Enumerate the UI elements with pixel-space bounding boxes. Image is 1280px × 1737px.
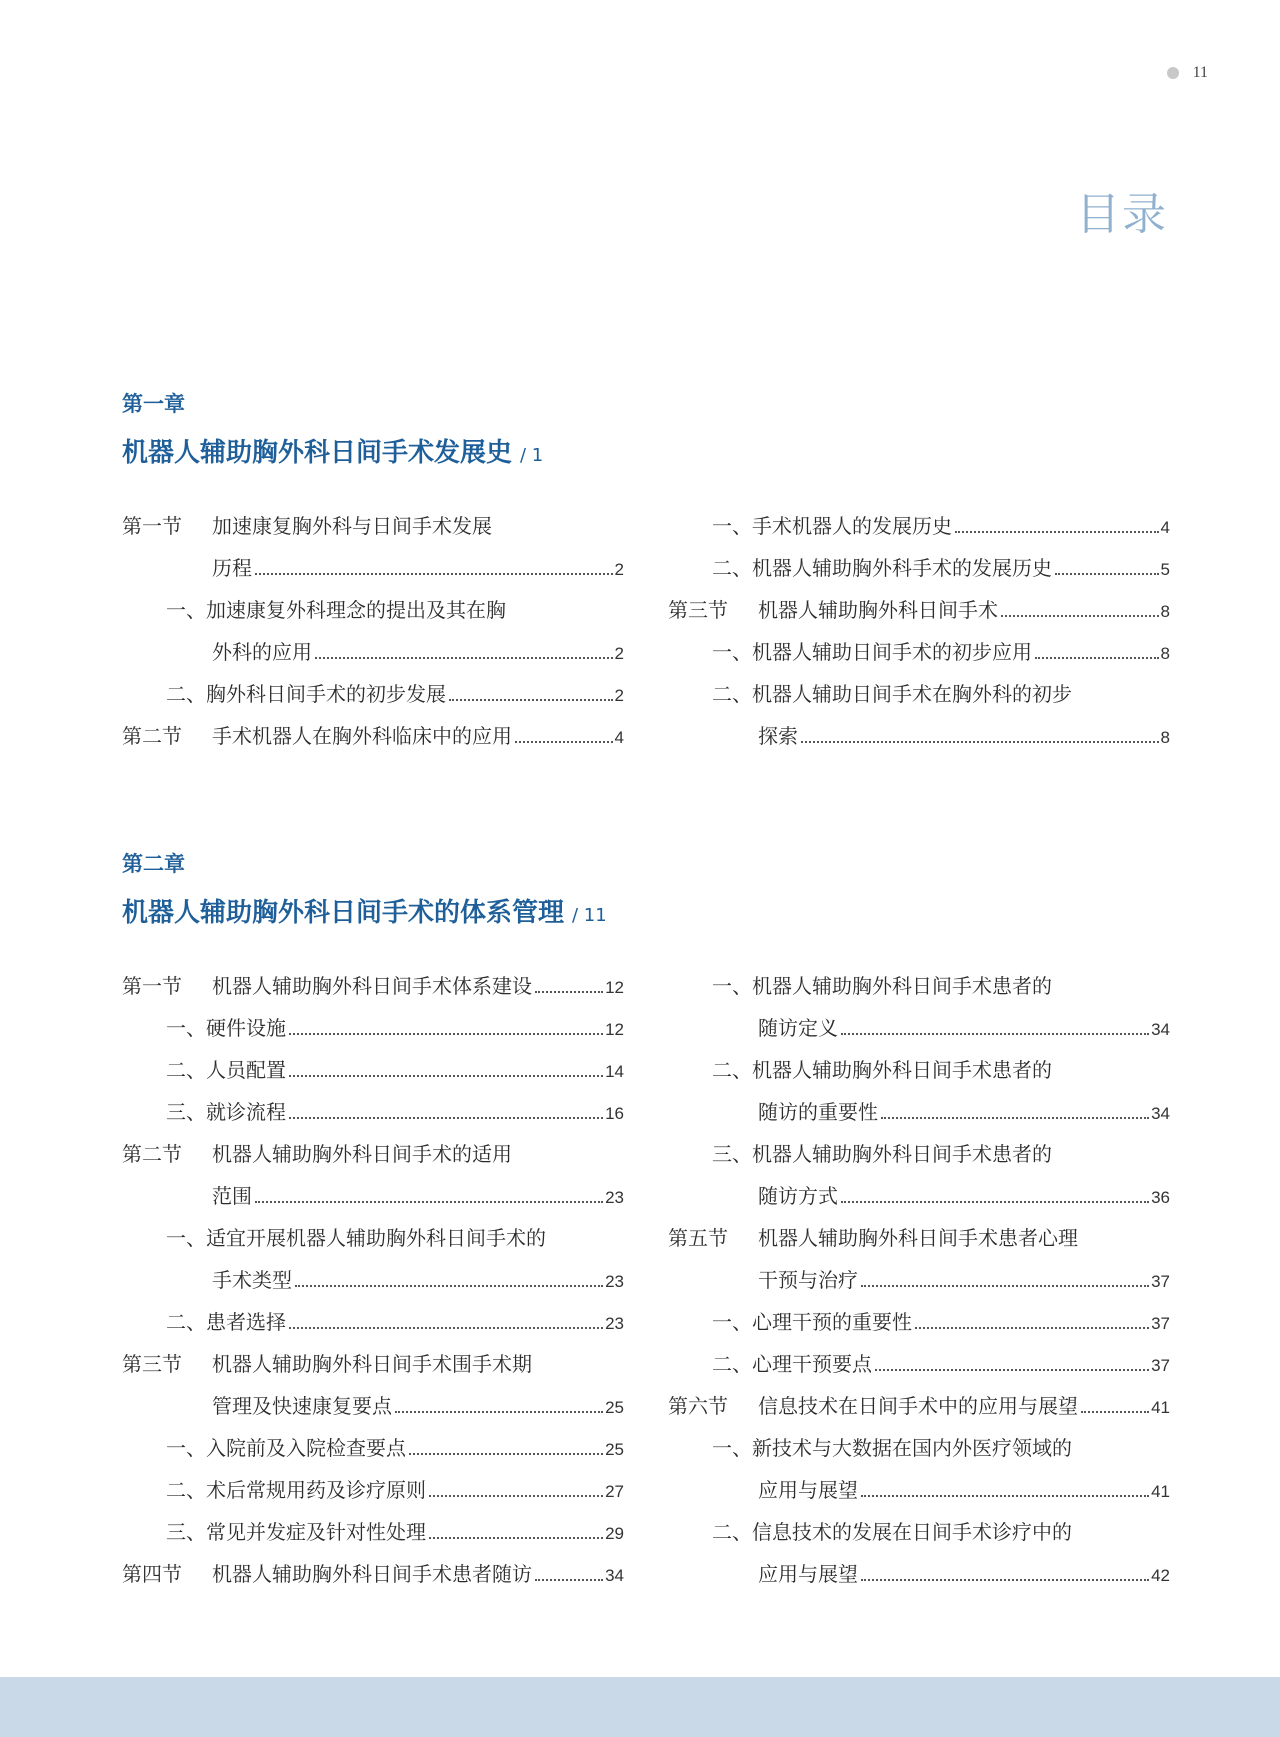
subsection-number: 一、 xyxy=(166,598,206,622)
entry-title: 机器人辅助胸外科日间手术围手术期 xyxy=(212,1352,532,1376)
entry-title: 机器人辅助日间手术在胸外科的初步 xyxy=(752,682,1072,706)
subsection-number: 一、 xyxy=(166,1436,206,1460)
entry-title: 就诊流程 xyxy=(206,1100,286,1124)
entry-page: 25 xyxy=(605,1398,624,1417)
toc-subsection-entry[interactable] xyxy=(668,1343,1170,1385)
entry-page: 8 xyxy=(1160,728,1170,747)
footer-band xyxy=(0,1677,1280,1737)
chapter-title-text: 机器人辅助胸外科日间手术发展史 xyxy=(122,438,513,468)
subsection-number: 三、 xyxy=(166,1520,206,1544)
toc-subsection-entry[interactable] xyxy=(668,1427,1170,1511)
page-dot-icon xyxy=(1167,67,1179,79)
section-number: 第一节 xyxy=(122,514,182,538)
chapter-1 xyxy=(122,388,1170,748)
entry-page: 34 xyxy=(1151,1104,1170,1123)
entry-title-cont: 随访的重要性 xyxy=(758,1100,878,1124)
toc-subsection-entry[interactable] xyxy=(668,1301,1170,1343)
chapter-page: / 11 xyxy=(572,905,607,926)
toc-subsection-entry[interactable] xyxy=(668,547,1170,589)
section-number: 第二节 xyxy=(122,724,182,748)
chapter-2 xyxy=(122,848,1170,1586)
entry-title: 心理干预要点 xyxy=(752,1352,872,1376)
section-number: 第六节 xyxy=(668,1394,728,1418)
entry-page: 2 xyxy=(614,644,624,663)
entry-title-cont: 随访定义 xyxy=(758,1016,838,1040)
dot-leader xyxy=(861,1495,1149,1497)
dot-leader xyxy=(535,991,603,993)
dot-leader xyxy=(315,657,613,659)
entry-title: 新技术与大数据在国内外医疗领域的 xyxy=(752,1436,1072,1460)
entry-title: 手术机器人的发展历史 xyxy=(752,514,952,538)
entry-title: 心理干预的重要性 xyxy=(752,1310,912,1334)
page-number-text: 11 xyxy=(1192,64,1208,81)
section-number: 第一节 xyxy=(122,974,182,998)
dot-leader xyxy=(1035,657,1159,659)
toc-subsection-entry[interactable] xyxy=(668,505,1170,547)
toc-section-entry[interactable] xyxy=(668,1217,1170,1301)
chapter-page: / 1 xyxy=(520,445,544,466)
page-number xyxy=(1167,64,1208,82)
dot-leader xyxy=(955,531,1159,533)
entry-page: 12 xyxy=(605,1020,624,1039)
subsection-number: 一、 xyxy=(712,1310,752,1334)
dot-leader xyxy=(255,1201,603,1203)
entry-title: 机器人辅助胸外科日间手术 xyxy=(758,598,998,622)
entry-title-cont: 探索 xyxy=(758,724,798,748)
entry-title-cont: 手术类型 xyxy=(212,1268,292,1292)
chapter-1-entries xyxy=(122,505,1170,757)
entry-page: 41 xyxy=(1151,1482,1170,1501)
toc-section-entry[interactable] xyxy=(122,715,624,757)
toc-subsection-entry[interactable] xyxy=(122,1007,624,1049)
entry-title-cont: 应用与展望 xyxy=(758,1478,858,1502)
entry-page: 25 xyxy=(605,1440,624,1459)
subsection-number: 二、 xyxy=(166,1478,206,1502)
entry-page: 23 xyxy=(605,1188,624,1207)
entry-title: 机器人辅助胸外科日间手术患者的 xyxy=(752,1058,1052,1082)
subsection-number: 一、 xyxy=(712,640,752,664)
toc-subsection-entry[interactable] xyxy=(122,1301,624,1343)
subsection-number: 一、 xyxy=(166,1016,206,1040)
entry-page: 2 xyxy=(614,560,624,579)
toc-title: 目录 xyxy=(1076,189,1168,240)
entry-title-cont: 外科的应用 xyxy=(212,640,312,664)
subsection-number: 二、 xyxy=(166,1310,206,1334)
toc-subsection-entry[interactable] xyxy=(668,965,1170,1049)
entry-page: 12 xyxy=(605,978,624,997)
entry-title: 患者选择 xyxy=(206,1310,286,1334)
dot-leader xyxy=(841,1033,1149,1035)
toc-subsection-entry[interactable] xyxy=(668,673,1170,757)
entry-title: 人员配置 xyxy=(206,1058,286,1082)
entry-title: 信息技术在日间手术中的应用与展望 xyxy=(758,1394,1078,1418)
entry-page: 4 xyxy=(1160,518,1170,537)
dot-leader xyxy=(289,1033,603,1035)
subsection-number: 三、 xyxy=(166,1100,206,1124)
toc-section-entry[interactable] xyxy=(122,965,624,1007)
entry-page: 41 xyxy=(1151,1398,1170,1417)
dot-leader xyxy=(429,1495,603,1497)
entry-page: 8 xyxy=(1160,644,1170,663)
entry-page: 5 xyxy=(1160,560,1170,579)
dot-leader xyxy=(515,741,613,743)
entry-title: 入院前及入院检查要点 xyxy=(206,1436,406,1460)
entry-title: 机器人辅助胸外科日间手术的适用 xyxy=(212,1142,512,1166)
entry-title-cont: 随访方式 xyxy=(758,1184,838,1208)
entry-page: 37 xyxy=(1151,1272,1170,1291)
entry-title: 机器人辅助胸外科日间手术患者随访 xyxy=(212,1562,532,1586)
section-number: 第四节 xyxy=(122,1562,182,1586)
right-column xyxy=(668,505,1170,757)
dot-leader xyxy=(255,573,613,575)
entry-title: 手术机器人在胸外科临床中的应用 xyxy=(212,724,512,748)
entry-title: 机器人辅助胸外科日间手术患者心理 xyxy=(758,1226,1078,1250)
entry-title: 常见并发症及针对性处理 xyxy=(206,1520,426,1544)
dot-leader xyxy=(861,1285,1149,1287)
entry-title: 机器人辅助胸外科日间手术体系建设 xyxy=(212,974,532,998)
entry-page: 8 xyxy=(1160,602,1170,621)
subsection-number: 二、 xyxy=(166,1058,206,1082)
toc-subsection-entry[interactable] xyxy=(122,1427,624,1469)
chapter-label: 第二章 xyxy=(122,852,185,876)
entry-page: 23 xyxy=(605,1314,624,1333)
dot-leader xyxy=(801,741,1159,743)
dot-leader xyxy=(535,1579,603,1581)
subsection-number: 二、 xyxy=(712,682,752,706)
subsection-number: 二、 xyxy=(712,1352,752,1376)
dot-leader xyxy=(861,1579,1149,1581)
toc-section-entry[interactable] xyxy=(122,1343,624,1427)
subsection-number: 二、 xyxy=(712,556,752,580)
dot-leader xyxy=(875,1369,1149,1371)
toc-subsection-entry[interactable] xyxy=(122,1091,624,1133)
entry-title: 机器人辅助胸外科手术的发展历史 xyxy=(752,556,1052,580)
toc-subsection-entry[interactable] xyxy=(668,1511,1170,1595)
entry-title-cont: 历程 xyxy=(212,556,252,580)
chapter-2-entries xyxy=(122,965,1170,1595)
dot-leader xyxy=(449,699,613,701)
entry-page: 37 xyxy=(1151,1314,1170,1333)
entry-title: 硬件设施 xyxy=(206,1016,286,1040)
entry-title: 加速康复外科理念的提出及其在胸 xyxy=(206,598,506,622)
entry-page: 34 xyxy=(605,1566,624,1585)
right-column xyxy=(668,965,1170,1595)
toc-subsection-entry[interactable] xyxy=(122,1217,624,1301)
entry-page: 42 xyxy=(1151,1566,1170,1585)
entry-page: 36 xyxy=(1151,1188,1170,1207)
entry-title: 机器人辅助胸外科日间手术患者的 xyxy=(752,974,1052,998)
subsection-number: 一、 xyxy=(166,1226,206,1250)
chapter-title xyxy=(122,892,1170,929)
entry-page: 23 xyxy=(605,1272,624,1291)
section-number: 第二节 xyxy=(122,1142,182,1166)
dot-leader xyxy=(289,1327,603,1329)
dot-leader xyxy=(841,1201,1149,1203)
subsection-number: 二、 xyxy=(166,682,206,706)
entry-title: 适宜开展机器人辅助胸外科日间手术的 xyxy=(206,1226,546,1250)
toc-subsection-entry[interactable] xyxy=(122,1049,624,1091)
section-number: 第五节 xyxy=(668,1226,728,1250)
dot-leader xyxy=(915,1327,1149,1329)
subsection-number: 二、 xyxy=(712,1520,752,1544)
entry-title: 信息技术的发展在日间手术诊疗中的 xyxy=(752,1520,1072,1544)
entry-title: 机器人辅助日间手术的初步应用 xyxy=(752,640,1032,664)
entry-page: 2 xyxy=(614,686,624,705)
dot-leader xyxy=(395,1411,603,1413)
toc-subsection-entry[interactable] xyxy=(122,589,624,673)
chapter-title-text: 机器人辅助胸外科日间手术的体系管理 xyxy=(122,898,565,928)
entry-page: 4 xyxy=(614,728,624,747)
entry-page: 16 xyxy=(605,1104,624,1123)
entry-title-cont: 应用与展望 xyxy=(758,1562,858,1586)
dot-leader xyxy=(881,1117,1149,1119)
toc-subsection-entry[interactable] xyxy=(122,673,624,715)
subsection-number: 一、 xyxy=(712,1436,752,1460)
toc-section-entry[interactable] xyxy=(122,1553,624,1595)
subsection-number: 二、 xyxy=(712,1058,752,1082)
toc-subsection-entry[interactable] xyxy=(122,1511,624,1553)
entry-page: 29 xyxy=(605,1524,624,1543)
section-number: 第三节 xyxy=(668,598,728,622)
entry-page: 34 xyxy=(1151,1020,1170,1039)
dot-leader xyxy=(1001,615,1159,617)
dot-leader xyxy=(429,1537,603,1539)
chapter-title xyxy=(122,432,1170,469)
toc-subsection-entry[interactable] xyxy=(668,631,1170,673)
dot-leader xyxy=(1081,1411,1149,1413)
toc-subsection-entry[interactable] xyxy=(668,1049,1170,1133)
dot-leader xyxy=(289,1075,603,1077)
entry-title: 术后常规用药及诊疗原则 xyxy=(206,1478,426,1502)
dot-leader xyxy=(1055,573,1159,575)
left-column xyxy=(122,965,624,1595)
chapter-label: 第一章 xyxy=(122,392,185,416)
left-column xyxy=(122,505,624,757)
toc-section-entry[interactable] xyxy=(668,589,1170,631)
toc-subsection-entry[interactable] xyxy=(668,1133,1170,1217)
subsection-number: 三、 xyxy=(712,1142,752,1166)
entry-title-cont: 范围 xyxy=(212,1184,252,1208)
subsection-number: 一、 xyxy=(712,974,752,998)
toc-section-entry[interactable] xyxy=(122,1133,624,1217)
entry-page: 14 xyxy=(605,1062,624,1081)
toc-subsection-entry[interactable] xyxy=(122,1469,624,1511)
section-number: 第三节 xyxy=(122,1352,182,1376)
entry-page: 27 xyxy=(605,1482,624,1501)
entry-title: 加速康复胸外科与日间手术发展 xyxy=(212,514,492,538)
entry-title-cont: 干预与治疗 xyxy=(758,1268,858,1292)
dot-leader xyxy=(289,1117,603,1119)
entry-title: 胸外科日间手术的初步发展 xyxy=(206,682,446,706)
dot-leader xyxy=(409,1453,603,1455)
dot-leader xyxy=(295,1285,603,1287)
entry-page: 37 xyxy=(1151,1356,1170,1375)
toc-section-entry[interactable] xyxy=(122,505,624,589)
entry-title-cont: 管理及快速康复要点 xyxy=(212,1394,392,1418)
subsection-number: 一、 xyxy=(712,514,752,538)
entry-title: 机器人辅助胸外科日间手术患者的 xyxy=(752,1142,1052,1166)
toc-section-entry[interactable] xyxy=(668,1385,1170,1427)
